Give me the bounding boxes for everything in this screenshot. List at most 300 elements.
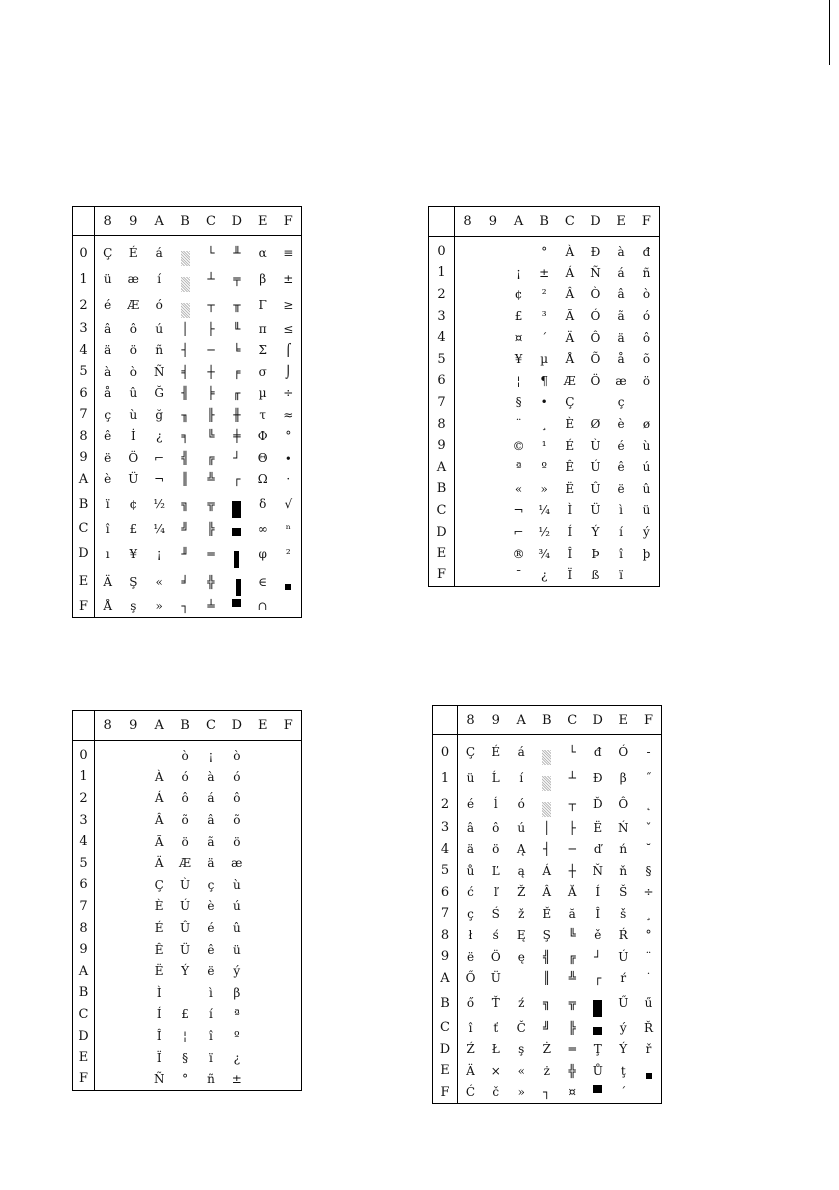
- char-cell: Ą: [516, 842, 526, 857]
- char-cell: ù: [642, 438, 651, 453]
- char-cell: [250, 1047, 276, 1069]
- char-cell: ⁿ: [285, 521, 291, 536]
- row-header: 7: [73, 404, 95, 426]
- char-cell: ô: [492, 820, 500, 835]
- char-cell: î: [105, 521, 110, 536]
- char-cell: [276, 982, 302, 1004]
- char-cell: [120, 741, 146, 767]
- char-cell: ß: [591, 567, 600, 582]
- char-cell: Ù: [590, 438, 601, 453]
- column-header: D: [224, 207, 250, 236]
- table-row: [429, 478, 660, 500]
- char-cell: ³: [541, 309, 547, 324]
- char-cell: ├: [568, 820, 576, 835]
- char-cell: ±: [539, 265, 550, 280]
- char-cell: ═: [207, 546, 215, 561]
- char-cell: î: [209, 1029, 213, 1044]
- char-cell: ò: [233, 748, 241, 763]
- char-cell: ╣: [543, 949, 551, 964]
- table-row: [433, 765, 662, 791]
- char-cell: ╩: [568, 971, 576, 986]
- char-cell: Ż: [542, 1042, 551, 1057]
- char-cell: ŕ: [620, 971, 627, 986]
- char-cell: è: [207, 899, 215, 914]
- char-cell: »: [517, 1085, 525, 1099]
- char-cell: «: [517, 1063, 525, 1078]
- table-row: [433, 925, 662, 947]
- char-cell: ù: [232, 877, 241, 892]
- charset-table-4: [432, 705, 662, 1104]
- char-cell: ├: [207, 321, 215, 336]
- char-cell: [480, 392, 506, 414]
- column-header: E: [608, 207, 634, 237]
- char-cell: ╣: [181, 450, 189, 465]
- char-cell: é: [466, 797, 475, 811]
- char-cell: °: [645, 928, 652, 943]
- row-header: 5: [73, 852, 95, 874]
- char-cell: [224, 596, 250, 618]
- char-cell: ¡: [516, 265, 521, 280]
- char-cell: [455, 237, 481, 263]
- char-cell: ü: [232, 942, 241, 957]
- row-header: E: [433, 1060, 458, 1082]
- char-cell: -: [646, 745, 651, 759]
- char-cell: þ: [642, 546, 651, 561]
- table-row: [429, 564, 660, 586]
- char-cell: ┬: [207, 298, 215, 312]
- charset-table-3: [72, 710, 302, 1091]
- char-cell: ü: [466, 771, 475, 785]
- char-cell: ű: [644, 996, 653, 1010]
- char-cell: ⌐: [513, 525, 524, 540]
- char-cell: Ó: [590, 309, 601, 324]
- char-cell: Ď: [592, 797, 603, 811]
- char-cell: ö: [233, 834, 241, 849]
- char-cell: [480, 370, 506, 392]
- row-header: 4: [433, 839, 458, 861]
- char-cell: ý: [233, 964, 241, 979]
- char-cell: [480, 413, 506, 435]
- char-cell: Ç: [465, 745, 476, 759]
- char-cell: ·: [286, 472, 291, 487]
- char-cell: Â: [154, 813, 164, 828]
- char-cell: Ě: [542, 906, 552, 921]
- char-cell: ½: [538, 525, 550, 540]
- char-cell: ĺ: [493, 797, 498, 811]
- table-row: [73, 939, 302, 961]
- char-cell: ő: [466, 996, 475, 1010]
- char-cell: [480, 284, 506, 306]
- char-cell: Û: [590, 481, 601, 496]
- char-cell: [455, 478, 481, 500]
- column-header: C: [198, 711, 224, 741]
- char-cell: [95, 831, 121, 853]
- char-cell: û: [232, 921, 241, 936]
- char-cell: Ç: [103, 246, 113, 260]
- char-cell: »: [540, 481, 548, 496]
- char-cell: Ü: [180, 942, 191, 957]
- char-cell: [534, 791, 560, 817]
- char-cell: ę: [517, 949, 525, 964]
- char-cell: ¥: [129, 546, 138, 561]
- row-header: 9: [73, 447, 95, 469]
- table-row: [433, 903, 662, 925]
- char-cell: [455, 327, 481, 349]
- char-cell: [250, 896, 276, 918]
- table-row: [433, 946, 662, 968]
- char-cell: ∙: [285, 450, 292, 465]
- char-cell: [95, 852, 121, 874]
- char-cell: ┘: [233, 450, 241, 465]
- char-cell: ┼: [207, 364, 215, 379]
- char-cell: ê: [617, 460, 625, 475]
- table-row: [433, 735, 662, 766]
- char-cell: ô: [233, 791, 241, 806]
- char-cell: Å: [565, 352, 575, 367]
- char-cell: Í: [567, 525, 573, 540]
- row-header: F: [73, 1068, 95, 1090]
- char-cell: ş: [130, 599, 137, 613]
- row-header: E: [73, 568, 95, 596]
- char-cell: ò: [129, 364, 137, 379]
- char-cell: Ý: [591, 525, 600, 540]
- char-cell: ╟: [207, 407, 215, 422]
- char-cell: ć: [467, 885, 474, 900]
- column-header: C: [560, 706, 586, 735]
- char-cell: [534, 735, 560, 766]
- char-cell: Ë: [565, 481, 575, 496]
- char-cell: Ñ: [590, 265, 601, 280]
- row-header: A: [73, 469, 95, 491]
- char-cell: [250, 982, 276, 1004]
- char-cell: û: [129, 386, 138, 401]
- char-cell: â: [104, 321, 112, 336]
- char-cell: [95, 939, 121, 961]
- char-cell: á: [155, 246, 163, 260]
- char-cell: ¶: [540, 373, 548, 388]
- char-cell: ª: [233, 1007, 240, 1022]
- char-cell: ╛: [181, 574, 189, 589]
- char-cell: ×: [490, 1063, 501, 1078]
- column-header: 8: [458, 706, 484, 735]
- char-cell: ╥: [233, 298, 241, 312]
- char-cell: ó: [155, 298, 163, 312]
- char-cell: À: [565, 244, 575, 259]
- row-header: 7: [73, 896, 95, 918]
- char-cell: [95, 788, 121, 810]
- char-cell: ┴: [207, 272, 215, 286]
- char-cell: [480, 500, 506, 522]
- char-cell: [480, 564, 506, 586]
- char-cell: [172, 292, 198, 318]
- char-cell: û: [642, 481, 651, 496]
- table-row: [429, 305, 660, 327]
- char-cell: α: [258, 246, 267, 260]
- char-cell: î: [619, 546, 623, 561]
- row-header: 2: [433, 791, 458, 817]
- char-cell: ¹: [541, 438, 547, 453]
- char-cell: Ä: [565, 330, 575, 345]
- char-cell: Ü: [490, 971, 501, 986]
- row-header: 3: [73, 809, 95, 831]
- char-cell: ô: [129, 321, 137, 336]
- charset-table-1: [72, 206, 302, 618]
- row-header: 9: [433, 946, 458, 968]
- char-cell: ù: [129, 407, 138, 422]
- column-header: C: [198, 207, 224, 236]
- char-cell: [250, 831, 276, 853]
- char-cell: ⌠: [285, 343, 292, 358]
- char-cell: │: [543, 820, 551, 835]
- row-header: C: [429, 500, 455, 522]
- char-cell: [172, 236, 198, 267]
- row-header: B: [73, 982, 95, 1004]
- char-cell: ¦: [516, 373, 521, 388]
- char-cell: ┌: [594, 971, 602, 986]
- char-cell: »: [155, 599, 163, 613]
- char-cell: ─: [568, 842, 576, 857]
- char-cell: Ï: [156, 1050, 162, 1065]
- char-cell: Æ: [127, 298, 140, 312]
- column-header: B: [172, 711, 198, 741]
- char-cell: [120, 874, 146, 896]
- char-cell: [480, 478, 506, 500]
- char-cell: µ: [258, 386, 267, 401]
- char-cell: Γ: [258, 298, 267, 312]
- char-cell: ¦: [183, 1029, 188, 1044]
- char-cell: ó: [181, 769, 189, 784]
- char-cell: ú: [517, 820, 526, 835]
- char-cell: é: [207, 921, 215, 936]
- char-cell: [276, 939, 302, 961]
- char-cell: Š: [619, 885, 628, 900]
- row-header: 2: [73, 788, 95, 810]
- char-cell: ╬: [207, 574, 215, 589]
- char-cell: í: [519, 771, 524, 785]
- column-header: A: [146, 711, 172, 741]
- char-cell: [250, 917, 276, 939]
- char-cell: ç: [467, 906, 474, 921]
- corner-cell: [73, 711, 95, 741]
- charset-table-2: [428, 206, 660, 587]
- char-cell: Ä: [154, 856, 164, 871]
- char-cell: Ë: [593, 820, 603, 835]
- char-cell: [480, 305, 506, 327]
- char-cell: ¼: [153, 521, 165, 536]
- char-cell: [250, 788, 276, 810]
- char-cell: À: [154, 769, 164, 784]
- char-cell: ö: [642, 373, 651, 388]
- char-cell: ½: [153, 497, 165, 511]
- table-row: [433, 989, 662, 1017]
- char-cell: É: [154, 921, 164, 936]
- char-cell: [455, 435, 481, 457]
- char-cell: [250, 809, 276, 831]
- table-row: [429, 413, 660, 435]
- char-cell: [120, 1068, 146, 1090]
- char-cell: Ô: [618, 797, 629, 811]
- row-header: 0: [433, 735, 458, 766]
- char-cell: ¤: [568, 1085, 577, 1099]
- column-header: F: [276, 207, 302, 236]
- char-cell: [276, 809, 302, 831]
- row-header: 4: [73, 831, 95, 853]
- table-row: [73, 1068, 302, 1090]
- char-cell: Ó: [618, 745, 629, 759]
- row-header: F: [433, 1082, 458, 1104]
- char-cell: [455, 284, 481, 306]
- char-cell: ï: [209, 1050, 213, 1065]
- row-header: 9: [429, 435, 455, 457]
- char-cell: ˇ: [645, 820, 652, 835]
- char-cell: [120, 809, 146, 831]
- char-cell: [455, 348, 481, 370]
- char-cell: [455, 305, 481, 327]
- char-cell: Ű: [618, 996, 629, 1010]
- char-cell: ¥: [514, 352, 523, 367]
- char-cell: ╕: [181, 429, 189, 444]
- row-header: 8: [429, 413, 455, 435]
- char-cell: İ: [130, 429, 136, 444]
- char-cell: æ: [127, 272, 139, 286]
- table-row: [73, 1025, 302, 1047]
- char-cell: õ: [233, 813, 241, 828]
- char-cell: ô: [642, 330, 651, 345]
- char-cell: Ç: [565, 395, 575, 410]
- char-cell: [120, 1004, 146, 1026]
- char-cell: [276, 960, 302, 982]
- table-row: [73, 982, 302, 1004]
- char-cell: Ω: [257, 472, 268, 487]
- char-cell: ú: [642, 460, 651, 475]
- char-cell: ¸: [645, 906, 652, 921]
- char-cell: «: [155, 574, 163, 589]
- char-cell: Ñ: [153, 1071, 165, 1086]
- char-cell: [120, 766, 146, 788]
- column-header: E: [250, 207, 276, 236]
- char-cell: ╪: [233, 429, 241, 444]
- char-cell: [480, 435, 506, 457]
- char-cell: Ů: [592, 1063, 603, 1078]
- row-header: 1: [429, 262, 455, 284]
- char-cell: ┼: [568, 863, 576, 878]
- char-cell: È: [565, 417, 575, 432]
- char-cell: é: [617, 438, 625, 453]
- char-cell: [636, 1082, 662, 1104]
- row-header: 1: [73, 266, 95, 292]
- char-cell: Ţ: [593, 1042, 602, 1057]
- table-row: [433, 817, 662, 839]
- char-cell: [276, 917, 302, 939]
- row-header: 5: [433, 860, 458, 882]
- char-cell: á: [517, 745, 525, 759]
- char-cell: Ç: [154, 877, 164, 892]
- column-header: F: [636, 706, 662, 735]
- table-row: [73, 447, 302, 469]
- char-cell: º: [233, 1029, 240, 1044]
- row-header: A: [429, 456, 455, 478]
- char-cell: Ł: [491, 1042, 500, 1057]
- char-cell: [276, 1004, 302, 1026]
- char-cell: ã: [207, 834, 215, 849]
- table-row: [73, 383, 302, 405]
- table-row: [73, 361, 302, 383]
- char-cell: Ú: [618, 949, 629, 964]
- char-cell: ý: [643, 525, 650, 540]
- char-cell: [95, 766, 121, 788]
- char-cell: ∩: [257, 599, 268, 613]
- corner-cell: [73, 207, 95, 236]
- table-row: [433, 1060, 662, 1082]
- row-header: A: [433, 968, 458, 990]
- char-cell: á: [207, 791, 215, 806]
- char-cell: È: [154, 899, 164, 914]
- table-row: [429, 543, 660, 565]
- char-cell: [120, 960, 146, 982]
- char-cell: ≤: [283, 321, 294, 336]
- char-cell: ╡: [181, 364, 189, 379]
- char-cell: ´: [620, 1085, 627, 1099]
- char-cell: ¢: [129, 497, 138, 511]
- page-edge-line: [829, 0, 830, 65]
- char-cell: Ê: [154, 942, 164, 957]
- char-cell: [636, 1060, 662, 1082]
- char-cell: └: [207, 246, 215, 260]
- char-cell: ó: [517, 797, 525, 811]
- char-cell: [480, 327, 506, 349]
- char-cell: ╨: [233, 246, 241, 260]
- char-cell: Ý: [181, 964, 190, 979]
- char-cell: ´: [541, 330, 548, 345]
- table-row: [429, 348, 660, 370]
- char-cell: ì: [619, 503, 623, 518]
- char-cell: ž: [518, 906, 525, 921]
- char-cell: ä: [617, 330, 625, 345]
- char-cell: ö: [492, 842, 500, 857]
- char-cell: §: [182, 1050, 189, 1065]
- row-header: 8: [73, 426, 95, 448]
- char-cell: ¡: [156, 546, 162, 561]
- char-cell: [95, 917, 121, 939]
- char-cell: Ù: [180, 877, 191, 892]
- table-row: [429, 456, 660, 478]
- table-row: [73, 596, 302, 618]
- char-cell: Å: [103, 599, 113, 613]
- char-cell: ě: [594, 928, 602, 943]
- char-cell: ║: [543, 971, 551, 986]
- table-row: [429, 521, 660, 543]
- column-header: A: [506, 207, 532, 237]
- char-cell: ╠: [207, 521, 215, 536]
- char-cell: ż: [543, 1063, 550, 1078]
- char-cell: [250, 874, 276, 896]
- char-cell: ¨: [515, 417, 522, 432]
- char-cell: Ş: [129, 574, 138, 589]
- char-cell: £: [181, 1007, 189, 1022]
- char-cell: Ä: [103, 574, 113, 589]
- char-cell: ±: [231, 1071, 242, 1086]
- char-cell: Ð: [590, 244, 601, 259]
- table-row: [73, 426, 302, 448]
- column-header: 9: [480, 207, 506, 237]
- char-cell: ¾: [538, 546, 550, 561]
- char-cell: [276, 788, 302, 810]
- char-cell: ©: [512, 438, 525, 453]
- char-cell: [455, 564, 481, 586]
- char-cell: Θ: [257, 450, 268, 465]
- table-row: [433, 1082, 662, 1104]
- char-cell: [224, 568, 250, 596]
